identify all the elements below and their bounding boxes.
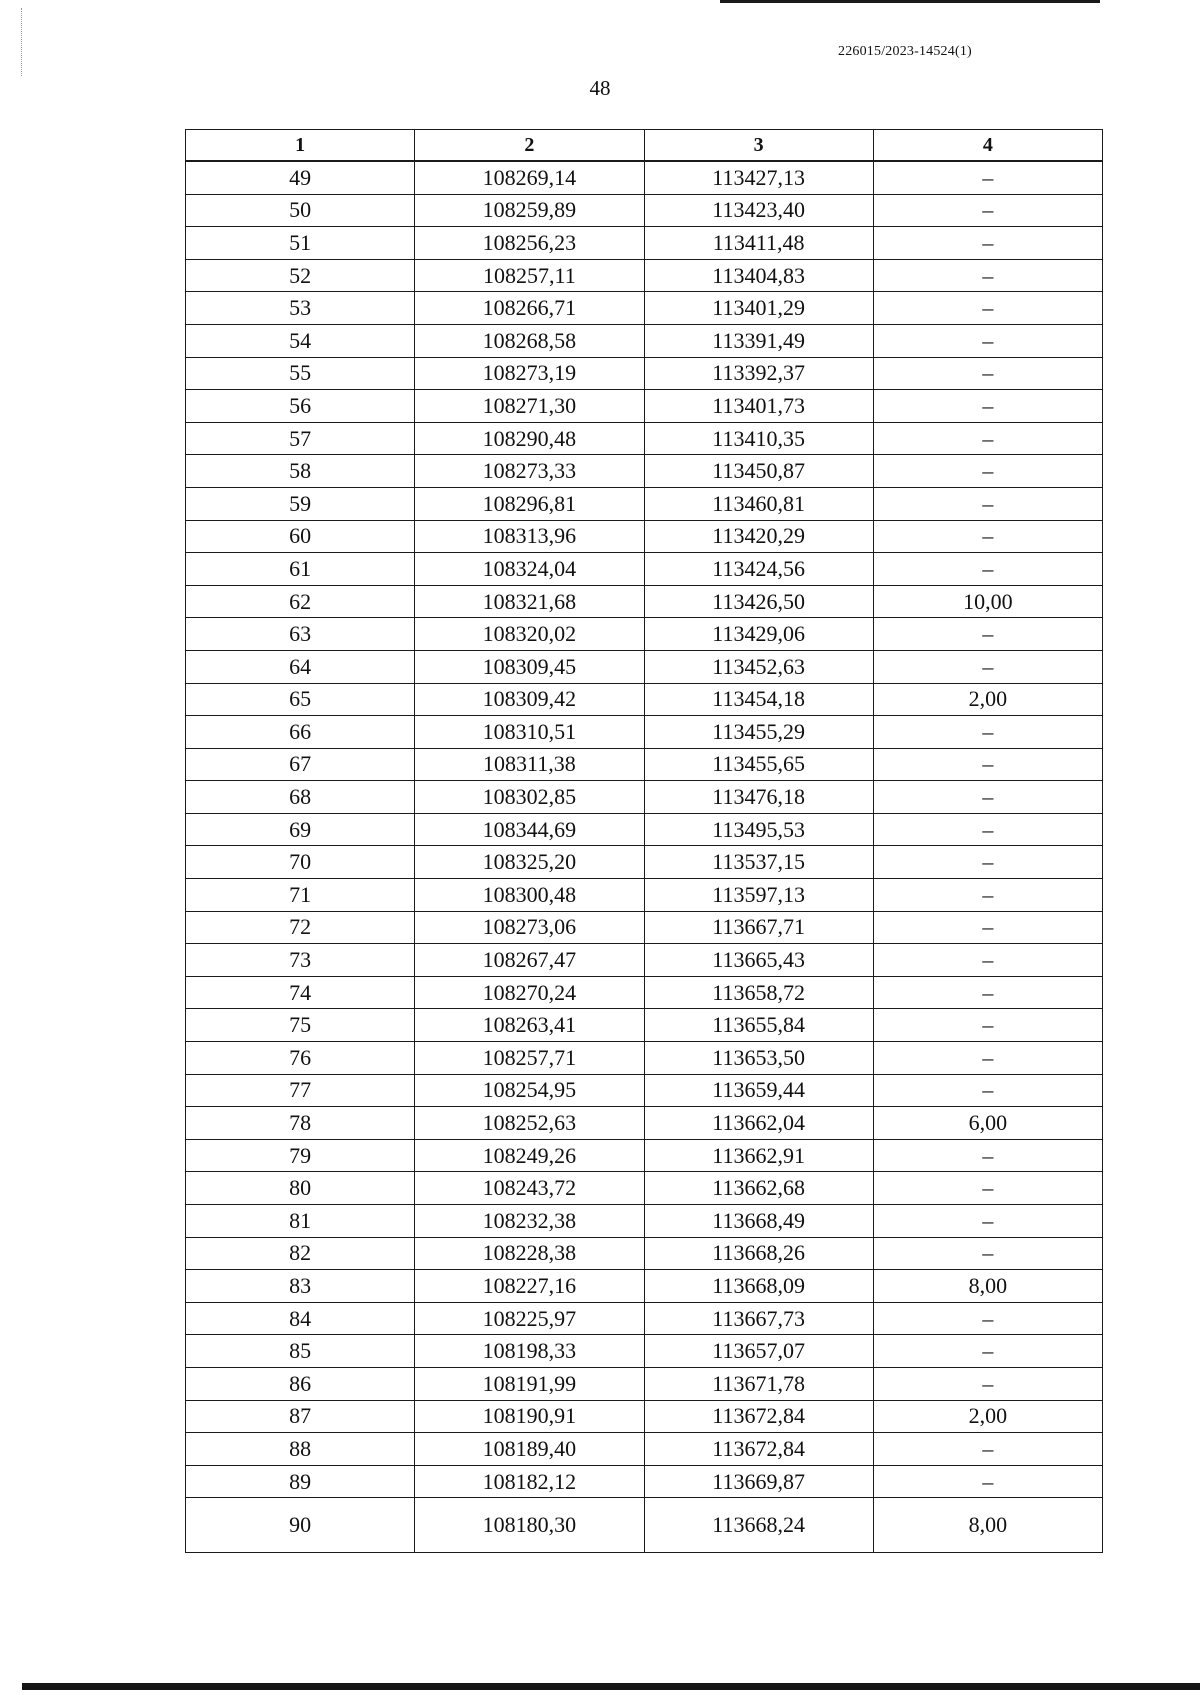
y-coordinate-cell: 113454,18 xyxy=(644,683,873,716)
column-header-4: 4 xyxy=(873,130,1102,162)
point-number-cell: 63 xyxy=(186,618,415,651)
point-number-cell: 89 xyxy=(186,1465,415,1498)
value-cell: – xyxy=(873,1367,1102,1400)
header-row xyxy=(186,130,1103,162)
value-cell: – xyxy=(873,194,1102,227)
value-cell: – xyxy=(873,390,1102,423)
point-number-cell: 68 xyxy=(186,781,415,814)
table-row xyxy=(186,976,1103,1009)
table-row xyxy=(186,1400,1103,1433)
x-coordinate-cell: 108191,99 xyxy=(415,1367,644,1400)
table-row xyxy=(186,1074,1103,1107)
x-coordinate-cell: 108320,02 xyxy=(415,618,644,651)
x-coordinate-cell: 108190,91 xyxy=(415,1400,644,1433)
y-coordinate-cell: 113671,78 xyxy=(644,1367,873,1400)
y-coordinate-cell: 113404,83 xyxy=(644,259,873,292)
point-number-cell: 87 xyxy=(186,1400,415,1433)
value-cell: – xyxy=(873,422,1102,455)
y-coordinate-cell: 113476,18 xyxy=(644,781,873,814)
x-coordinate-cell: 108324,04 xyxy=(415,553,644,586)
value-cell: – xyxy=(873,1335,1102,1368)
x-coordinate-cell: 108227,16 xyxy=(415,1270,644,1303)
point-number-cell: 67 xyxy=(186,748,415,781)
x-coordinate-cell: 108309,42 xyxy=(415,683,644,716)
value-cell: – xyxy=(873,1172,1102,1205)
value-cell: – xyxy=(873,716,1102,749)
x-coordinate-cell: 108290,48 xyxy=(415,422,644,455)
y-coordinate-cell: 113672,84 xyxy=(644,1400,873,1433)
value-cell: – xyxy=(873,259,1102,292)
table-row xyxy=(186,781,1103,814)
value-cell: 2,00 xyxy=(873,683,1102,716)
y-coordinate-cell: 113427,13 xyxy=(644,161,873,194)
table-row xyxy=(186,161,1103,194)
x-coordinate-cell: 108256,23 xyxy=(415,227,644,260)
table-row xyxy=(186,357,1103,390)
value-cell: – xyxy=(873,1074,1102,1107)
table-row xyxy=(186,520,1103,553)
y-coordinate-cell: 113426,50 xyxy=(644,585,873,618)
table-row xyxy=(186,259,1103,292)
table-row xyxy=(186,716,1103,749)
table-row xyxy=(186,618,1103,651)
value-cell: 8,00 xyxy=(873,1498,1102,1553)
x-coordinate-cell: 108243,72 xyxy=(415,1172,644,1205)
y-coordinate-cell: 113659,44 xyxy=(644,1074,873,1107)
point-number-cell: 79 xyxy=(186,1139,415,1172)
point-number-cell: 54 xyxy=(186,324,415,357)
point-number-cell: 90 xyxy=(186,1498,415,1553)
table-row xyxy=(186,324,1103,357)
table-row xyxy=(186,813,1103,846)
value-cell: – xyxy=(873,1237,1102,1270)
value-cell: – xyxy=(873,1009,1102,1042)
column-header-3: 3 xyxy=(644,130,873,162)
point-number-cell: 65 xyxy=(186,683,415,716)
point-number-cell: 77 xyxy=(186,1074,415,1107)
x-coordinate-cell: 108271,30 xyxy=(415,390,644,423)
table-row xyxy=(186,879,1103,912)
table-row xyxy=(186,1302,1103,1335)
column-header-1: 1 xyxy=(186,130,415,162)
table-row xyxy=(186,553,1103,586)
point-number-cell: 61 xyxy=(186,553,415,586)
table-row xyxy=(186,292,1103,325)
x-coordinate-cell: 108257,11 xyxy=(415,259,644,292)
document-id: 226015/2023-14524(1) xyxy=(838,44,972,59)
table-row xyxy=(186,1335,1103,1368)
point-number-cell: 60 xyxy=(186,520,415,553)
x-coordinate-cell: 108273,19 xyxy=(415,357,644,390)
value-cell: – xyxy=(873,1139,1102,1172)
x-coordinate-cell: 108268,58 xyxy=(415,324,644,357)
point-number-cell: 86 xyxy=(186,1367,415,1400)
table-row xyxy=(186,1465,1103,1498)
point-number-cell: 58 xyxy=(186,455,415,488)
y-coordinate-cell: 113668,26 xyxy=(644,1237,873,1270)
x-coordinate-cell: 108344,69 xyxy=(415,813,644,846)
value-cell: – xyxy=(873,911,1102,944)
value-cell: – xyxy=(873,1465,1102,1498)
table-row xyxy=(186,1367,1103,1400)
y-coordinate-cell: 113662,04 xyxy=(644,1107,873,1140)
table-row xyxy=(186,390,1103,423)
point-number-cell: 53 xyxy=(186,292,415,325)
point-number-cell: 52 xyxy=(186,259,415,292)
x-coordinate-cell: 108225,97 xyxy=(415,1302,644,1335)
y-coordinate-cell: 113597,13 xyxy=(644,879,873,912)
point-number-cell: 57 xyxy=(186,422,415,455)
value-cell: 2,00 xyxy=(873,1400,1102,1433)
table-row xyxy=(186,1172,1103,1205)
bottom-border-rule xyxy=(22,1683,1200,1690)
y-coordinate-cell: 113429,06 xyxy=(644,618,873,651)
y-coordinate-cell: 113655,84 xyxy=(644,1009,873,1042)
value-cell: – xyxy=(873,1433,1102,1466)
value-cell: – xyxy=(873,1302,1102,1335)
point-number-cell: 75 xyxy=(186,1009,415,1042)
x-coordinate-cell: 108254,95 xyxy=(415,1074,644,1107)
table-row xyxy=(186,1139,1103,1172)
y-coordinate-cell: 113423,40 xyxy=(644,194,873,227)
table-row xyxy=(186,455,1103,488)
table-row xyxy=(186,194,1103,227)
point-number-cell: 66 xyxy=(186,716,415,749)
x-coordinate-cell: 108180,30 xyxy=(415,1498,644,1553)
x-coordinate-cell: 108321,68 xyxy=(415,585,644,618)
table-row xyxy=(186,585,1103,618)
column-header-2: 2 xyxy=(415,130,644,162)
x-coordinate-cell: 108267,47 xyxy=(415,944,644,977)
x-coordinate-cell: 108189,40 xyxy=(415,1433,644,1466)
y-coordinate-cell: 113420,29 xyxy=(644,520,873,553)
value-cell: – xyxy=(873,161,1102,194)
value-cell: – xyxy=(873,1042,1102,1075)
y-coordinate-cell: 113662,91 xyxy=(644,1139,873,1172)
y-coordinate-cell: 113495,53 xyxy=(644,813,873,846)
y-coordinate-cell: 113401,73 xyxy=(644,390,873,423)
value-cell: – xyxy=(873,455,1102,488)
point-number-cell: 70 xyxy=(186,846,415,879)
x-coordinate-cell: 108300,48 xyxy=(415,879,644,912)
table-row xyxy=(186,1498,1103,1553)
y-coordinate-cell: 113392,37 xyxy=(644,357,873,390)
point-number-cell: 81 xyxy=(186,1205,415,1238)
value-cell: – xyxy=(873,650,1102,683)
table-body xyxy=(186,161,1103,1553)
point-number-cell: 83 xyxy=(186,1270,415,1303)
value-cell: 8,00 xyxy=(873,1270,1102,1303)
y-coordinate-cell: 113460,81 xyxy=(644,487,873,520)
x-coordinate-cell: 108296,81 xyxy=(415,487,644,520)
x-coordinate-cell: 108302,85 xyxy=(415,781,644,814)
point-number-cell: 64 xyxy=(186,650,415,683)
value-cell: – xyxy=(873,944,1102,977)
coordinates-table xyxy=(185,129,1103,1553)
x-coordinate-cell: 108263,41 xyxy=(415,1009,644,1042)
y-coordinate-cell: 113667,71 xyxy=(644,911,873,944)
page-number: 48 xyxy=(589,76,611,100)
point-number-cell: 73 xyxy=(186,944,415,977)
y-coordinate-cell: 113662,68 xyxy=(644,1172,873,1205)
table-row xyxy=(186,846,1103,879)
x-coordinate-cell: 108259,89 xyxy=(415,194,644,227)
point-number-cell: 62 xyxy=(186,585,415,618)
scan-edge-marks xyxy=(21,8,23,76)
y-coordinate-cell: 113667,73 xyxy=(644,1302,873,1335)
y-coordinate-cell: 113410,35 xyxy=(644,422,873,455)
value-cell: – xyxy=(873,618,1102,651)
y-coordinate-cell: 113455,29 xyxy=(644,716,873,749)
x-coordinate-cell: 108249,26 xyxy=(415,1139,644,1172)
table-row xyxy=(186,683,1103,716)
table-row xyxy=(186,748,1103,781)
table-row xyxy=(186,911,1103,944)
value-cell: 6,00 xyxy=(873,1107,1102,1140)
y-coordinate-cell: 113424,56 xyxy=(644,553,873,586)
x-coordinate-cell: 108310,51 xyxy=(415,716,644,749)
x-coordinate-cell: 108313,96 xyxy=(415,520,644,553)
point-number-cell: 55 xyxy=(186,357,415,390)
table-row xyxy=(186,227,1103,260)
y-coordinate-cell: 113668,49 xyxy=(644,1205,873,1238)
y-coordinate-cell: 113658,72 xyxy=(644,976,873,1009)
y-coordinate-cell: 113668,09 xyxy=(644,1270,873,1303)
x-coordinate-cell: 108232,38 xyxy=(415,1205,644,1238)
value-cell: – xyxy=(873,487,1102,520)
table-header xyxy=(186,130,1103,162)
value-cell: – xyxy=(873,553,1102,586)
table-row xyxy=(186,1433,1103,1466)
value-cell: – xyxy=(873,976,1102,1009)
y-coordinate-cell: 113657,07 xyxy=(644,1335,873,1368)
value-cell: – xyxy=(873,227,1102,260)
table-row xyxy=(186,1205,1103,1238)
table-row xyxy=(186,1107,1103,1140)
x-coordinate-cell: 108273,06 xyxy=(415,911,644,944)
y-coordinate-cell: 113665,43 xyxy=(644,944,873,977)
y-coordinate-cell: 113411,48 xyxy=(644,227,873,260)
x-coordinate-cell: 108309,45 xyxy=(415,650,644,683)
top-border-rule xyxy=(720,0,1100,3)
point-number-cell: 74 xyxy=(186,976,415,1009)
point-number-cell: 59 xyxy=(186,487,415,520)
point-number-cell: 88 xyxy=(186,1433,415,1466)
y-coordinate-cell: 113669,87 xyxy=(644,1465,873,1498)
y-coordinate-cell: 113537,15 xyxy=(644,846,873,879)
point-number-cell: 50 xyxy=(186,194,415,227)
value-cell: 10,00 xyxy=(873,585,1102,618)
point-number-cell: 51 xyxy=(186,227,415,260)
table-row xyxy=(186,487,1103,520)
x-coordinate-cell: 108269,14 xyxy=(415,161,644,194)
x-coordinate-cell: 108257,71 xyxy=(415,1042,644,1075)
value-cell: – xyxy=(873,879,1102,912)
point-number-cell: 80 xyxy=(186,1172,415,1205)
y-coordinate-cell: 113391,49 xyxy=(644,324,873,357)
point-number-cell: 72 xyxy=(186,911,415,944)
value-cell: – xyxy=(873,748,1102,781)
table-row xyxy=(186,1270,1103,1303)
value-cell: – xyxy=(873,1205,1102,1238)
y-coordinate-cell: 113450,87 xyxy=(644,455,873,488)
y-coordinate-cell: 113455,65 xyxy=(644,748,873,781)
point-number-cell: 82 xyxy=(186,1237,415,1270)
x-coordinate-cell: 108325,20 xyxy=(415,846,644,879)
value-cell: – xyxy=(873,324,1102,357)
x-coordinate-cell: 108273,33 xyxy=(415,455,644,488)
y-coordinate-cell: 113668,24 xyxy=(644,1498,873,1553)
table-row xyxy=(186,422,1103,455)
y-coordinate-cell: 113452,63 xyxy=(644,650,873,683)
point-number-cell: 69 xyxy=(186,813,415,846)
point-number-cell: 49 xyxy=(186,161,415,194)
table-row xyxy=(186,1237,1103,1270)
value-cell: – xyxy=(873,292,1102,325)
point-number-cell: 56 xyxy=(186,390,415,423)
x-coordinate-cell: 108198,33 xyxy=(415,1335,644,1368)
x-coordinate-cell: 108311,38 xyxy=(415,748,644,781)
y-coordinate-cell: 113653,50 xyxy=(644,1042,873,1075)
table-row xyxy=(186,1042,1103,1075)
point-number-cell: 78 xyxy=(186,1107,415,1140)
point-number-cell: 71 xyxy=(186,879,415,912)
value-cell: – xyxy=(873,846,1102,879)
x-coordinate-cell: 108270,24 xyxy=(415,976,644,1009)
value-cell: – xyxy=(873,357,1102,390)
table-row xyxy=(186,944,1103,977)
y-coordinate-cell: 113672,84 xyxy=(644,1433,873,1466)
table-row xyxy=(186,1009,1103,1042)
value-cell: – xyxy=(873,781,1102,814)
x-coordinate-cell: 108228,38 xyxy=(415,1237,644,1270)
point-number-cell: 84 xyxy=(186,1302,415,1335)
x-coordinate-cell: 108182,12 xyxy=(415,1465,644,1498)
value-cell: – xyxy=(873,520,1102,553)
value-cell: – xyxy=(873,813,1102,846)
x-coordinate-cell: 108266,71 xyxy=(415,292,644,325)
x-coordinate-cell: 108252,63 xyxy=(415,1107,644,1140)
table-row xyxy=(186,650,1103,683)
point-number-cell: 85 xyxy=(186,1335,415,1368)
point-number-cell: 76 xyxy=(186,1042,415,1075)
y-coordinate-cell: 113401,29 xyxy=(644,292,873,325)
